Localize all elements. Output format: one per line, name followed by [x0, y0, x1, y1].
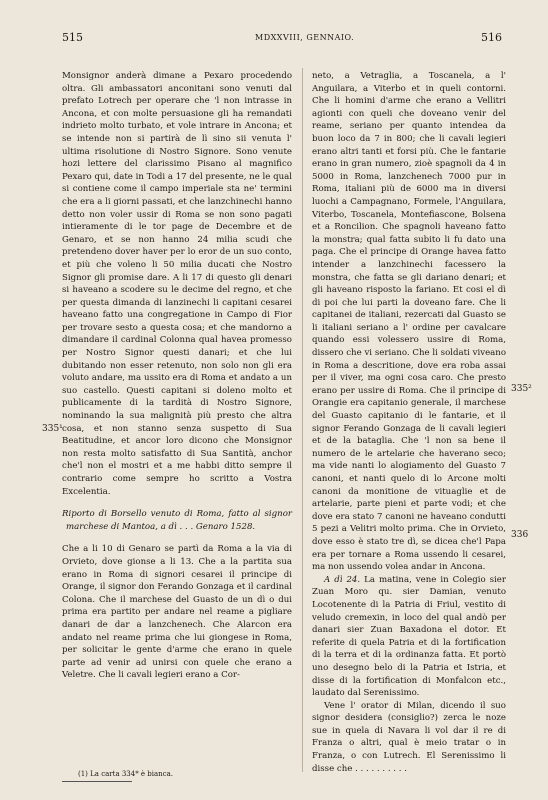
section-gap — [62, 533, 292, 543]
date-entry-text: La matina, vene in Colegio sier Zuan Moro qu. sier Damian, venuto Locotenente di la Patria di Friul, vestito di veludo cremexin, in loco del qual andò per danari sier Zuan Baxadona el dotor. Et referite di quela Patria et di la fortification di la terra et di la ordinanza fatta. Et portò uno desegno belo di la Patria et Istria, et disse di la fortification di Monfalcon etc., laudato dal Serenissimo. — [312, 574, 506, 699]
left-column — [62, 70, 292, 682]
right-paragraph-3: Vene l' orator di Milan, dicendo il suo signor desidera (consiglio?) zerca le noze sue in quela di Navara li vol dar il re di Franza o altri, qual è meio tratar o in Franza, o con Lutrech. El Serenissimo li disse che . . . . . . . . . . — [312, 700, 506, 774]
footnote: (1) La carta 334* è bianca. — [78, 770, 174, 778]
running-head: MDXXVIII, GENNAIO. — [255, 33, 355, 42]
column-divider — [302, 68, 303, 772]
margin-number-left: 335¹ — [42, 424, 63, 434]
right-paragraph-1: neto, a Vetraglia, a Toscanela, a l' Anguilara, a Viterbo et in queli contorni. Che li homini d'arme che erano a Vellitri agionti con queli che doveano venir del reame, seriano per quanto intendea da buon loco da 7 in 800; che li cavali legieri erano altri tanti et forsi più. Che le fantarie erano in gran numero, zioè spagnoli da 4 in 5000 in Roma, lanzchenech 7000 pur in Roma, italiani più de 6000 ma in diversi luochi a Campagnano, Formele, l'Anguilara, Viterbo, Toscanela, Montefiascone, Bolsena et a Roncilion. Che spagnoli haveano fatto la monstra; qual fatta subito li fu dato una paga. Che el principe di Orange havea fatto intender a lanzchinechi facessero la monstra, che fatta se gli dariano denari; et gli haveano risposto la fariano. Et cosi el dì di poi che lui parti la doveano fare. Che li capitanei de italiani, rezercati dal Guasto se li italiani seriano a l' ordine per cavalcare quando essi volessero ussire di Roma, dissero che vi seriano. Che li soldati viveano in Roma a descritione, dove era roba assai per il viver, ma ogni cosa caro. Che presto erano per ussire di Roma. Che il principe di Orangie era capitanio generale, il marchese del Guasto capitanio di le fantarie, et il signor Ferando Gonzaga de li cavali legieri et de la bataglia. Che 'l non sa bene il numero de le artelarie che haverano seco; ma vide nanti lo alogiamento del Guasto 7 canoni, et nanti quelo di lo Arcone molti canoni da monitione de vituaglie et de artelarie, parte pieni et parte vodi; et che dove era stato 7 canoni ne haveano condutti 5 pezi a Velitri molto prima. Che in Orvieto, dove esso è stato tre dì, se dicea che'l Papa era per tornare a Roma ussendo li cesarei, ma non ussendo volea andar in Ancona. — [312, 71, 506, 573]
date-label: A dì 24. — [324, 574, 361, 585]
footnote-rule — [62, 781, 132, 782]
margin-number-right-a: 335² — [511, 384, 532, 394]
left-page-number: 515 — [62, 31, 83, 44]
right-column — [312, 70, 506, 775]
left-paragraph-1: Monsignor anderà dimane a Pexaro procedendo oltra. Gli ambassatori anconitani sono venuti dal prefato Lotrech per operare che 'l non intrasse in Ancona, et con molte persuasione gli ha remandati indrieto molto turbato, et vole intrare in Ancona; et se intende non si partirà de lì sino sii venuta l' ultima risolutione di Nostro Signore. Sono venute hozi lettere del clarissimo Pisano al magnifico Pexaro qui, date in Todi a 17 del presente, ne le qual si contiene come il campo imperiale sta ne' termini che era a li giorni passati, et che lanzchinechi hanno detto non voler ussir di Roma se non sono pagati intieramente di le tor page de Decembre et de Genaro, et se non hanno 24 milia scudi che pretendeno dover haver per lo eror de un suo conto, et più che voleno li 50 milia ducati che Nostro Signor gli promise dare. A li 17 di questo gli denari si haveano a scodere su le decime del regno, et che per questa dimanda di lanzinechi li capitani cesarei haveano fatto una congregatione in Campo di Fior per trovare sesto a questa cosa; et che mandorno a dimandare il cardinal Colonna qual havea promesso per Nostro Signor questi danari; et che lui dubitando non esser retenuto, non solo non gli era voluto andare, ma ussito era di Roma et andato a un suo castello. Questi capitani si doleno molto et publicamente di la tardità di Nostro Signore, nominando la sua malignità più presto che altra cosa, et non stanno senza suspetto di Sua Beatitudine, et ancor loro dicono che Monsignor non resta molto satisfatto di Sua Santità, anchor che'l non el mostri et a me habbi ditto sempre il contrario come sempre ho scritto a Vostra Excelentia. — [62, 71, 292, 497]
margin-number-right-b: 336 — [511, 530, 529, 540]
right-page-number: 516 — [481, 31, 502, 44]
section-gap — [62, 498, 292, 508]
section-heading: Riporto di Borsello venuto di Roma, fatto al signor marchese di Mantoa, a dì . . . Genaro 1528. — [62, 509, 292, 532]
right-paragraph-2 — [312, 574, 506, 700]
left-paragraph-2: Che a li 10 di Genaro se partì da Roma a la via di Orvieto, dove gionse a li 13. Che a la partita sua erano in Roma di signori cesarei il principe di Orange, il signor don Ferando Gonzaga et il cardinal Colona. Che il marchese del Guasto de un dì o dui prima era partito per andare nel reame a pigliare danari de dar a lanzchenech. Che Alarcon era andato nel reame prima che lui giongese in Roma, per solicitar le gente d'arme che erano in quele parte ad venir ad unirsi con quele che erano a Veletre. Che li cavali legieri erano a Cor- — [62, 544, 292, 681]
